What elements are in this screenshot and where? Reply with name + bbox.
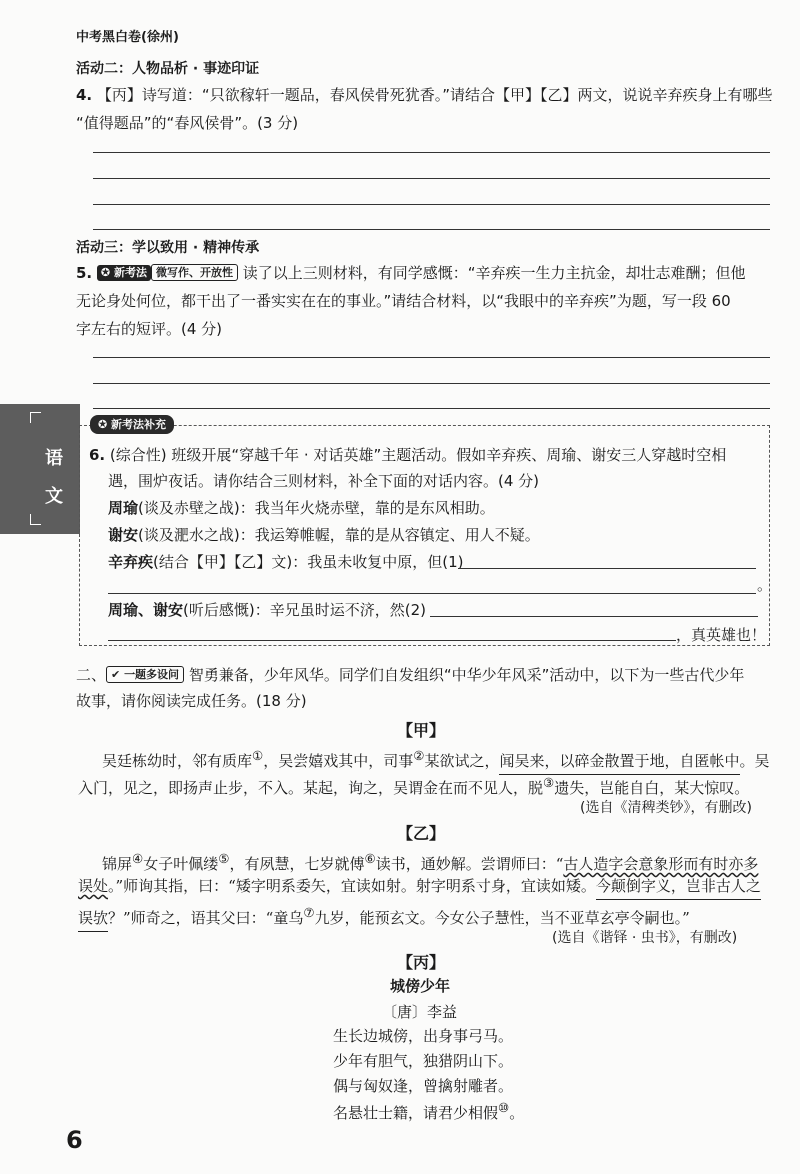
q4-answer-line-4[interactable]	[93, 229, 770, 230]
q6-both	[108, 595, 426, 625]
jia-title: 【甲】	[397, 721, 446, 740]
q4-text-1: 【丙】诗写道：“只欲稼轩一题品，春风侯骨死犹香。”请结合【甲】【乙】两文，说说辛弃疾身上有哪些	[96, 86, 773, 104]
jia-para-line2: 入门，见之，即扬声止步，不入。某起，询之，吴谓金在而不见人，脱③遗失，岂能自白，某大惊叹。	[78, 775, 750, 797]
q6-blank1-line-b[interactable]	[108, 593, 756, 594]
q5-tag-micro-writing: 微写作、开放性	[151, 264, 238, 281]
both-speaker: 周瑜、谢安	[108, 601, 184, 619]
q5-tag-new-method: ✪ 新考法	[97, 265, 151, 281]
activity2-title: 活动二：人物品析 · 事迹印证	[76, 61, 260, 77]
poem-line-4: 名悬壮士籍，请君少相假⑩。	[333, 1100, 525, 1122]
both-text: (听后感慨)：辛兄虽时运不济，然(2)	[183, 601, 426, 619]
q4-number: 4.	[76, 86, 93, 104]
poem-line-1: 生长边城傍，出身事弓马。	[333, 1027, 514, 1045]
yi-para-line2: 误处。”师询其指，曰：“矮字明系委矢，宜读如射。射字明系寸身，宜读如矮。今颠倒字义，岂非古人之	[78, 873, 761, 900]
q6-zhouyu	[108, 493, 495, 523]
subject-side-tab	[0, 404, 80, 534]
tab-bracket-bottom	[30, 514, 41, 525]
section2-text-2: 故事，请你阅读完成任务。(18 分)	[76, 692, 307, 710]
q4-answer-line-1[interactable]	[93, 152, 770, 153]
q4-answer-line-2[interactable]	[93, 178, 770, 179]
jia-source: (选自《清稗类钞》，有删改)	[580, 800, 752, 816]
tab-char-2: 文	[45, 486, 63, 507]
xin-speaker: 辛弃疾	[108, 553, 154, 571]
section2-number: 二、	[76, 666, 107, 684]
q6-blank1-line-a[interactable]	[458, 568, 756, 569]
q5-line1	[76, 258, 746, 288]
xiean-text: (谈及淝水之战)：我运筹帷幄，靠的是从容镇定、用人不疑。	[138, 526, 540, 544]
jia-para-line1: 吴廷栋幼时，邻有质库①，吴尝嬉戏其中，司事②某欲试之，闻吴来，以碎金散置于地，自匿帐中。吴	[102, 743, 770, 775]
q5-text-3: 字左右的短评。(4 分)	[76, 320, 223, 338]
tab-bracket-top	[30, 412, 41, 423]
tab-char-1: 语	[45, 448, 63, 469]
page-number: 6	[66, 1126, 83, 1154]
zhouyu-speaker: 周瑜	[108, 499, 139, 517]
yi-title: 【乙】	[397, 824, 446, 843]
supplement-label: ✪ 新考法补充	[90, 415, 174, 434]
poem-line-3: 偶与匈奴逢，曾擒射雕者。	[333, 1077, 514, 1095]
q6-xin	[108, 547, 463, 577]
yi-wavy-sentence-a: 古人造字会意象形而有时亦多	[563, 855, 759, 873]
q4-answer-line-3[interactable]	[93, 204, 770, 205]
q6-ending: ，真英雄也！	[676, 626, 767, 644]
yi-source: (选自《谐铎 · 虫书》，有删改)	[552, 930, 738, 946]
q5-text-2: 无论身处何位，都干出了一番实实在在的事业。”请结合材料，以“我眼中的辛弃疾”为题，写一段 60	[76, 292, 731, 310]
section2-tag: ✔ 一题多设问	[106, 666, 184, 683]
poem-title: 城傍少年	[390, 977, 451, 995]
bing-title: 【丙】	[397, 953, 446, 972]
q5-answer-line-2[interactable]	[93, 383, 770, 384]
q6-blank2-line-b[interactable]	[108, 640, 676, 641]
q5-answer-line-3[interactable]	[93, 408, 770, 409]
yi-para-line3: 误欤？”师奇之，语其父曰：“童乌⑦九岁，能预玄文。今女公子慧性，当不亚草玄亭令嗣也。”	[78, 900, 690, 932]
q6-text-2: 遇，围炉夜话。请你结合三则材料，补全下面的对话内容。(4 分)	[108, 472, 540, 490]
q6-text-1: (综合性) 班级开展“穿越千年 · 对话英雄”主题活动。假如辛弃疾、周瑜、谢安三人穿越时空相	[109, 446, 727, 464]
yi-wavy-sentence-b: 误处	[78, 877, 109, 895]
yi-para-line1: 锦屏④女子叶佩缕⑤，有夙慧，七岁就傅⑥读书，通妙解。尝谓师曰：“古人造字会意象形而有时亦多	[102, 851, 759, 873]
poem-author: 〔唐〕李益	[382, 1003, 458, 1021]
q5-text-1: 读了以上三则材料，有同学感慨：“辛弃疾一生力主抗金，却壮志难酬；但他	[242, 264, 746, 282]
poem-line-2: 少年有胆气，独猎阴山下。	[333, 1052, 514, 1070]
yi-underlined-sentence-b: 误欤	[78, 905, 108, 932]
header-title: 中考黑白卷(徐州)	[76, 30, 179, 45]
q6-xiean	[108, 520, 540, 550]
jia-underlined-sentence: 闻吴来，以碎金散置于地，自匿帐中	[499, 748, 739, 775]
q4-text-2: “值得题品”的“春风侯骨”。(3 分)	[76, 114, 299, 132]
q4-line1	[76, 80, 772, 110]
zhouyu-text: (谈及赤壁之战)：我当年火烧赤壁，靠的是东风相助。	[138, 499, 495, 517]
q5-answer-line-1[interactable]	[93, 357, 770, 358]
yi-underlined-sentence-a: 今颠倒字义，岂非古人之	[596, 873, 761, 900]
activity3-title: 活动三：学以致用 · 精神传承	[76, 240, 260, 256]
q6-number: 6.	[89, 446, 106, 464]
q5-number: 5.	[76, 264, 93, 282]
xiean-speaker: 谢安	[108, 526, 139, 544]
q6-period: 。	[757, 576, 773, 594]
q6-blank2-line-a[interactable]	[430, 616, 758, 617]
xin-text: (结合【甲】【乙】文)：我虽未收复中原，但(1)	[153, 553, 464, 571]
section2-text-1: 智勇兼备，少年风华。同学们自发组织“中华少年风采”活动中，以下为一些古代少年	[188, 666, 745, 684]
